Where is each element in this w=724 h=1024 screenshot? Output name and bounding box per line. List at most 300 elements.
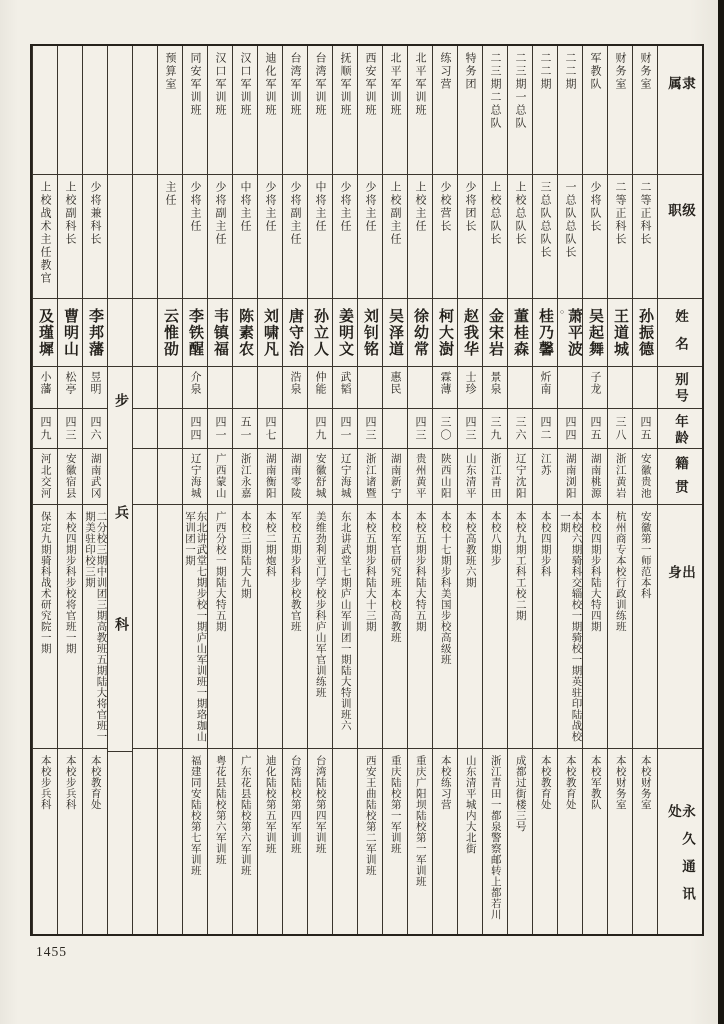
cell-background [558,504,582,748]
cell-text: 松亭 [64,371,76,395]
cell-text: 安徽舒城 [314,453,326,499]
cell-rank [58,174,82,298]
cell-text: 少将主任 [189,181,201,233]
cell-background [183,504,207,748]
cell-rank [508,174,532,298]
cell-text: 上校副主任 [389,181,401,246]
cell-address [283,748,307,931]
section-label-cell [108,366,132,751]
cell-text: 粤花县陆校第六军训班 [214,755,226,865]
cell-text: 本校教育处 [564,755,576,810]
cell-background [608,504,632,748]
cell-address [458,748,482,931]
row-header-label: 隶属 [666,76,695,130]
cell-rank [83,174,107,298]
cell-text: 孙振德 [637,307,653,358]
cell-age [158,408,182,448]
cell-background [458,504,482,748]
cell-native [58,448,82,504]
cell-text: 本校财务室 [614,755,626,810]
cell-text: 四三 [364,415,376,442]
cell-name [633,298,657,366]
person-column [182,46,207,934]
cell-text: 本校十七期步科美国步校高级班 [439,511,451,665]
cell-text: 特务团 [464,52,476,91]
cell-text: 本校军官研究班本校高教班 [389,511,401,643]
cell-native [233,448,257,504]
cell-text: 惠民 [389,371,401,395]
cell-name [33,298,57,366]
cell-text: 少将兼科长 [89,181,101,246]
cell-text: 昱明 [89,371,101,395]
person-column [157,46,182,934]
cell-background [508,504,532,748]
cell-text: 北平军训班 [414,52,426,117]
cell-text: 台湾陆校第四军训班 [314,755,326,854]
cell-name [283,298,307,366]
cell-affiliation [283,46,307,174]
cell-age [358,408,382,448]
cell-alias [158,366,182,408]
cell-native [383,448,407,504]
person-column [357,46,382,934]
cell-text: 保定九期骑科战术研究院一期 [39,511,51,654]
cell-alias [533,366,557,408]
cell-background [258,504,282,748]
cell-address [158,748,182,931]
cell-text: 本校四期步科陆大特四期 [589,511,601,632]
cell-affiliation [83,46,107,174]
cell-text: 四三 [64,415,76,442]
cell-alias [283,366,307,408]
cell-rank [533,174,557,298]
cell-age [533,408,557,448]
person-column [57,46,82,934]
cell-text: 本校九期工科工校二期 [514,511,526,621]
cell-background [433,504,457,748]
cell-name [308,298,332,366]
cell-native [83,448,107,504]
cell-affiliation [158,46,182,174]
cell-text: 炘南 [539,371,551,395]
empty-cell [133,366,157,408]
cell-age [183,408,207,448]
cell-affiliation [58,46,82,174]
cell-alias [33,366,57,408]
cell-rank [208,174,232,298]
cell-text: 中将主任 [314,181,326,233]
cell-address [183,748,207,931]
cell-native [608,448,632,504]
cell-text: 二二期 [539,52,551,91]
row-header-native [658,448,702,504]
cell-age [283,408,307,448]
cell-native [633,448,657,504]
cell-alias [583,366,607,408]
cell-rank [383,174,407,298]
cell-text: 萧平波 ○ [558,307,582,358]
cell-text: 广东花县陆校第六军训班 [239,755,251,876]
section-column [107,46,132,934]
cell-text: 少校营长 [439,181,451,233]
cell-text: 四四 [189,415,201,442]
cell-text: 汉口军训班 [214,52,226,117]
cell-text: 同安军训班 [189,52,201,117]
cell-text: 二等正科长 [639,181,651,246]
cell-text: 湖南新宁 [389,453,401,499]
cell-text: 安徽贵池 [639,453,651,499]
cell-text: 本校四期步科步校将官班一期 [64,511,76,654]
cell-text: 四三 [414,415,426,442]
cell-address [633,748,657,931]
cell-text: 介泉 [189,371,201,395]
cell-rank [633,174,657,298]
cell-affiliation [333,46,357,174]
cell-text: 浙江永嘉 [239,453,251,499]
cell-text: 赵我华 [462,307,478,358]
cell-name [508,298,532,366]
cell-text: 上校主任 [414,181,426,233]
name-note-mark: ○ [558,307,566,316]
cell-text: 本校八期步 [489,511,501,566]
empty-cell [108,298,132,366]
cell-address [558,748,582,931]
spacer-column [132,46,157,934]
row-header-label: 永久通讯处 [666,804,695,914]
cell-background [58,504,82,748]
cell-affiliation [633,46,657,174]
cell-text: 杭州商专本校行政训练班 [614,511,626,632]
cell-rank [233,174,257,298]
cell-text: 山东清平 [464,453,476,499]
cell-age [608,408,632,448]
cell-text: 美维劲利亚门学校步科庐山军官训练班 [314,511,326,698]
cell-text: 四五 [639,415,651,442]
cell-address [358,748,382,931]
cell-name [333,298,357,366]
cell-native [508,448,532,504]
cell-text: 财务室 [614,52,626,91]
cell-alias [183,366,207,408]
cell-alias [83,366,107,408]
row-header-label: 别号 [673,372,688,405]
cell-alias [333,366,357,408]
cell-rank [158,174,182,298]
cell-native [283,448,307,504]
cell-text: 上校战术主任教官 [39,181,51,285]
cell-affiliation [533,46,557,174]
scan-edge-strip [718,0,724,1024]
cell-text: 四九 [314,415,326,442]
cell-address [608,748,632,931]
cell-name [583,298,607,366]
cell-affiliation [33,46,57,174]
cell-age [458,408,482,448]
cell-name [558,298,582,366]
cell-text: 二等正科长 [614,181,626,246]
cell-affiliation [358,46,382,174]
cell-name [208,298,232,366]
cell-text: 成都过街楼三号 [514,755,526,832]
cell-alias [408,366,432,408]
cell-text: 子龙 [589,371,601,395]
cell-age [258,408,282,448]
person-column [557,46,582,934]
cell-alias [458,366,482,408]
cell-text: 四三 [464,415,476,442]
cell-text: 景泉 [489,371,501,395]
cell-address [533,748,557,931]
cell-text: 贵州黄平 [414,453,426,499]
cell-text: 本校财务室 [639,755,651,810]
cell-text: 安徽宿县 [64,453,76,499]
cell-text: 陈素农 [237,307,253,358]
cell-text: 浙江青田一都泉警察邮转上都若川 [489,755,501,920]
cell-name [483,298,507,366]
cell-text: 本校教育处 [89,755,101,810]
cell-text: 少将主任 [364,181,376,233]
cell-background [383,504,407,748]
cell-address [508,748,532,931]
cell-background [208,504,232,748]
cell-age [233,408,257,448]
row-header-label: 年龄 [673,414,688,447]
cell-text: 三八 [614,415,626,442]
cell-alias [308,366,332,408]
person-column [532,46,557,934]
cell-address [408,748,432,931]
cell-alias [483,366,507,408]
cell-text: 五一 [239,415,251,442]
row-header-background [658,504,702,748]
cell-alias [208,366,232,408]
person-column [307,46,332,934]
cell-text: 中将主任 [239,181,251,233]
cell-rank [358,174,382,298]
cell-affiliation [608,46,632,174]
row-header-address [658,748,702,931]
cell-name [233,298,257,366]
row-header-label: 出身 [666,565,695,691]
cell-affiliation [458,46,482,174]
cell-text: 浙江青田 [489,453,501,499]
cell-text: 四七 [264,415,276,442]
cell-text: 财务室 [639,52,651,91]
cell-text: 浙江黄岩 [614,453,626,499]
cell-background [358,504,382,748]
person-column [407,46,432,934]
cell-text: 台湾陆校第四军训班 [289,755,301,854]
cell-text: 本校军教队 [589,755,601,810]
cell-text: 本校二期炮科 [264,511,276,577]
cell-text: 少将主任 [264,181,276,233]
empty-cell [133,748,157,931]
cell-text: 军教队 [589,52,601,91]
cell-text: 广西分校一期陆大特五期 [214,511,226,632]
cell-address [258,748,282,931]
cell-alias [433,366,457,408]
cell-affiliation [208,46,232,174]
cell-text: 一总队总队长 [564,181,576,259]
cell-name [383,298,407,366]
cell-text: 二三期二总队 [489,52,501,130]
cell-text: 本校四期步科 [539,511,551,577]
cell-background [83,504,107,748]
cell-background [583,504,607,748]
cell-text: 湖南武冈 [89,453,101,499]
cell-background [33,504,57,748]
cell-address [308,748,332,931]
person-column [207,46,232,934]
cell-rank [583,174,607,298]
cell-native [183,448,207,504]
page-number: 1455 [36,944,67,959]
cell-text: 李铁醒 [187,307,203,358]
person-column [257,46,282,934]
person-column [457,46,482,934]
cell-text: 士珍 [464,371,476,395]
cell-age [583,408,607,448]
cell-alias [233,366,257,408]
cell-native [158,448,182,504]
cell-affiliation [508,46,532,174]
cell-age [33,408,57,448]
cell-background [308,504,332,748]
cell-text: 桂乃馨 [537,307,553,358]
person-column [282,46,307,934]
cell-background [333,504,357,748]
cell-background [283,504,307,748]
cell-text: 本校五期步科陆大特五期 [414,511,426,632]
cell-age [208,408,232,448]
cell-text: 河北交河 [39,453,51,499]
cell-rank [333,174,357,298]
cell-text: 武韬 [339,371,351,395]
cell-address [583,748,607,931]
cell-text: 董桂森 [512,307,528,358]
cell-text: 湖南桃源 [589,453,601,499]
cell-text: 湖南衡阳 [264,453,276,499]
cell-rank [558,174,582,298]
cell-rank [433,174,457,298]
person-column [82,46,107,934]
cell-name [458,298,482,366]
cell-affiliation [258,46,282,174]
cell-text: 上校总队长 [514,181,526,246]
cell-name [408,298,432,366]
cell-text: 王道城 [612,307,628,358]
cell-text: 西安军训班 [364,52,376,117]
cell-text: 刘钊铭 [362,307,378,358]
cell-alias [558,366,582,408]
cell-text: 湖南浏阳 [564,453,576,499]
cell-affiliation [183,46,207,174]
cell-text: 及瑾墀 [37,307,53,358]
cell-age [633,408,657,448]
cell-affiliation [433,46,457,174]
person-column [232,46,257,934]
person-column [382,46,407,934]
cell-text: 金宋岩 [487,307,503,358]
cell-rank [258,174,282,298]
cell-background [483,504,507,748]
cell-native [483,448,507,504]
cell-native [558,448,582,504]
cell-text: 三九 [489,415,501,442]
roster-table [30,44,704,936]
cell-text: 陕西山阳 [439,453,451,499]
cell-age [308,408,332,448]
row-header-affiliation [658,46,702,174]
person-column [632,46,657,934]
cell-native [333,448,357,504]
cell-address [433,748,457,931]
person-column [582,46,607,934]
cell-text: 四一 [339,415,351,442]
cell-text: 柯大澍 [437,307,453,358]
cell-text: 主任 [164,181,176,207]
cell-text: 江苏 [539,453,551,476]
cell-rank [608,174,632,298]
cell-rank [408,174,432,298]
cell-text: 东北讲武堂七期庐山军训团一期陆大特训班六 [339,511,351,731]
cell-text: 吴起舞 [587,307,603,358]
cell-alias [58,366,82,408]
person-column [482,46,507,934]
cell-text: 孙立人 [312,307,328,358]
cell-text: 三六 [514,415,526,442]
cell-native [433,448,457,504]
cell-rank [308,174,332,298]
person-column [507,46,532,934]
cell-text: 本校三期陆大九期 [239,511,251,599]
cell-address [483,748,507,931]
cell-age [333,408,357,448]
cell-text: 台湾军训班 [314,52,326,117]
cell-text: 姜明文 [337,307,353,358]
cell-alias [633,366,657,408]
cell-rank [458,174,482,298]
cell-text: 小藩 [39,371,51,395]
cell-text: 重庆陆校第一军训班 [389,755,401,854]
cell-address [83,748,107,931]
empty-cell [133,298,157,366]
cell-text: 四九 [39,415,51,442]
cell-text: 四二 [539,415,551,442]
cell-address [383,748,407,931]
cell-name [358,298,382,366]
cell-name [158,298,182,366]
cell-background [233,504,257,748]
cell-affiliation [233,46,257,174]
cell-address [58,748,82,931]
cell-text: 三〇 [439,415,451,442]
cell-native [33,448,57,504]
cell-text: 浙江诸暨 [364,453,376,499]
cell-text: 少将副主任 [214,181,226,246]
row-header-label: 级职 [666,203,695,257]
cell-text: 北平军训班 [389,52,401,117]
cell-text: 预算室 [164,52,176,91]
cell-affiliation [583,46,607,174]
cell-text: 四六 [89,415,101,442]
cell-alias [508,366,532,408]
cell-background [408,504,432,748]
cell-text: 本校练习营 [439,755,451,810]
person-column [332,46,357,934]
cell-text: 湖南零陵 [289,453,301,499]
cell-alias [383,366,407,408]
